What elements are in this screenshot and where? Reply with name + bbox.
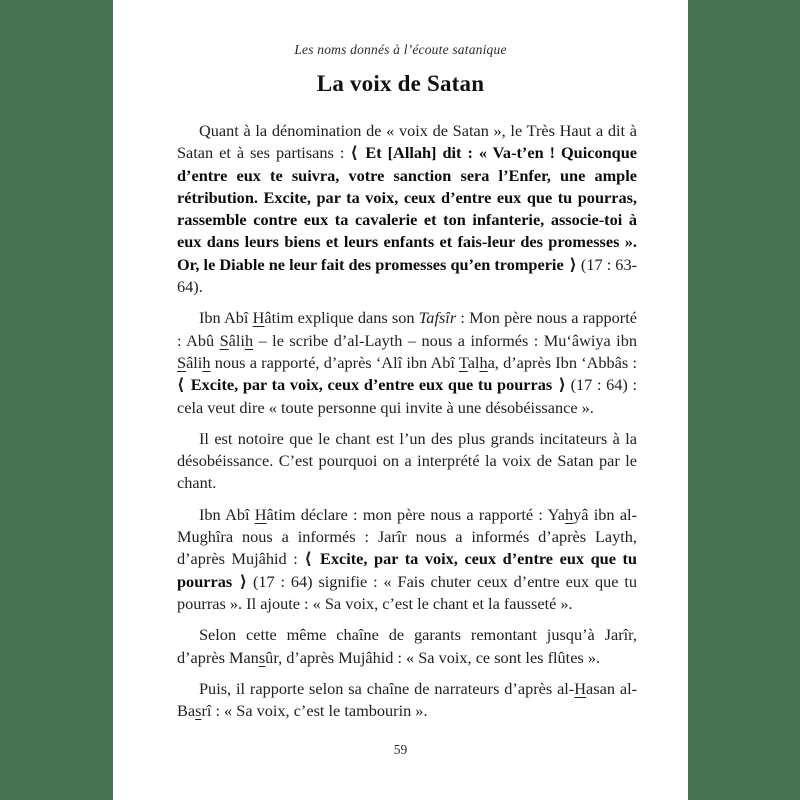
book-page [113,0,688,800]
page-title: La voix de Satan [316,71,485,96]
body-text [113,120,688,722]
paragraph-hatim-declare: Ibn Abî Hâtim déclare : mon père nous a rapporté : Yahyâ ibn al-Mughîra nous a informés : Jarîr nous a informés d’après Layth, d’après Mujâhid : ⟨ Excite, par ta voix, ceux d’entre eux que tu pourras ⟩ (17 : 64) signifie : « Fais chuter ceux d’entre eux que tu pourras ». Il ajoute : « Sa voix, c’est le chant et la fausseté ». [177,504,638,613]
paragraph-chant: Il est notoire que le chant est l’un des plus grands incitateurs à la désobéissance. C’est pourquoi on a interprété la voix de Satan par le chant. [177,428,637,493]
paragraph-mansur: Selon cette même chaîne de garants remontant jusqu’à Jarîr, d’après Mansûr, d’après Mujâhid : « Sa voix, ce sont les flûtes ». [177,625,637,667]
paragraph-hasan-basri: Puis, il rapporte selon sa chaîne de narrateurs d’après al-Hasan al-Basrî : « Sa voix, c’est le tambourin ». [177,678,638,721]
page-number: 59 [393,742,408,757]
paragraph-ibn-abi-hatim: Ibn Abî Hâtim explique dans son Tafsîr : Mon père nous a rapporté : Abû Sâlih – le scribe d’al-Layth – nous a informés : Mu‘âwiya ibn Sâlih nous a rapporté, d’après ‘Alî ibn Abî Talha, d’après Ibn ‘Abbâs : ⟨ Excite, par ta voix, ceux d’entre eux que tu pourras ⟩ (17 : 64) : cela veut dire « toute personne qui invite à une désobéissance ». [177,308,638,417]
running-header: Les noms donnés à l’écoute satanique [294,42,507,57]
paragraph-quran-quote: Quant à la dénomination de « voix de Satan », le Très Haut a dit à Satan et à ses partisans : ⟨ Et [Allah] dit : « Va-t’en ! Quiconque d’entre eux te suivra, votre sanction sera l’Enfer, une ample rétribution. Excite, par ta voix, ceux d’entre eux que tu pourras, rassemble contre eux ta cavalerie et ton infanterie, associe-toi à eux dans leurs biens et leurs enfants et fais-leur des promesses ». Or, le Diable ne leur fait des promesses qu’en tromperie ⟩ (17 : 63-64). [177,121,638,297]
